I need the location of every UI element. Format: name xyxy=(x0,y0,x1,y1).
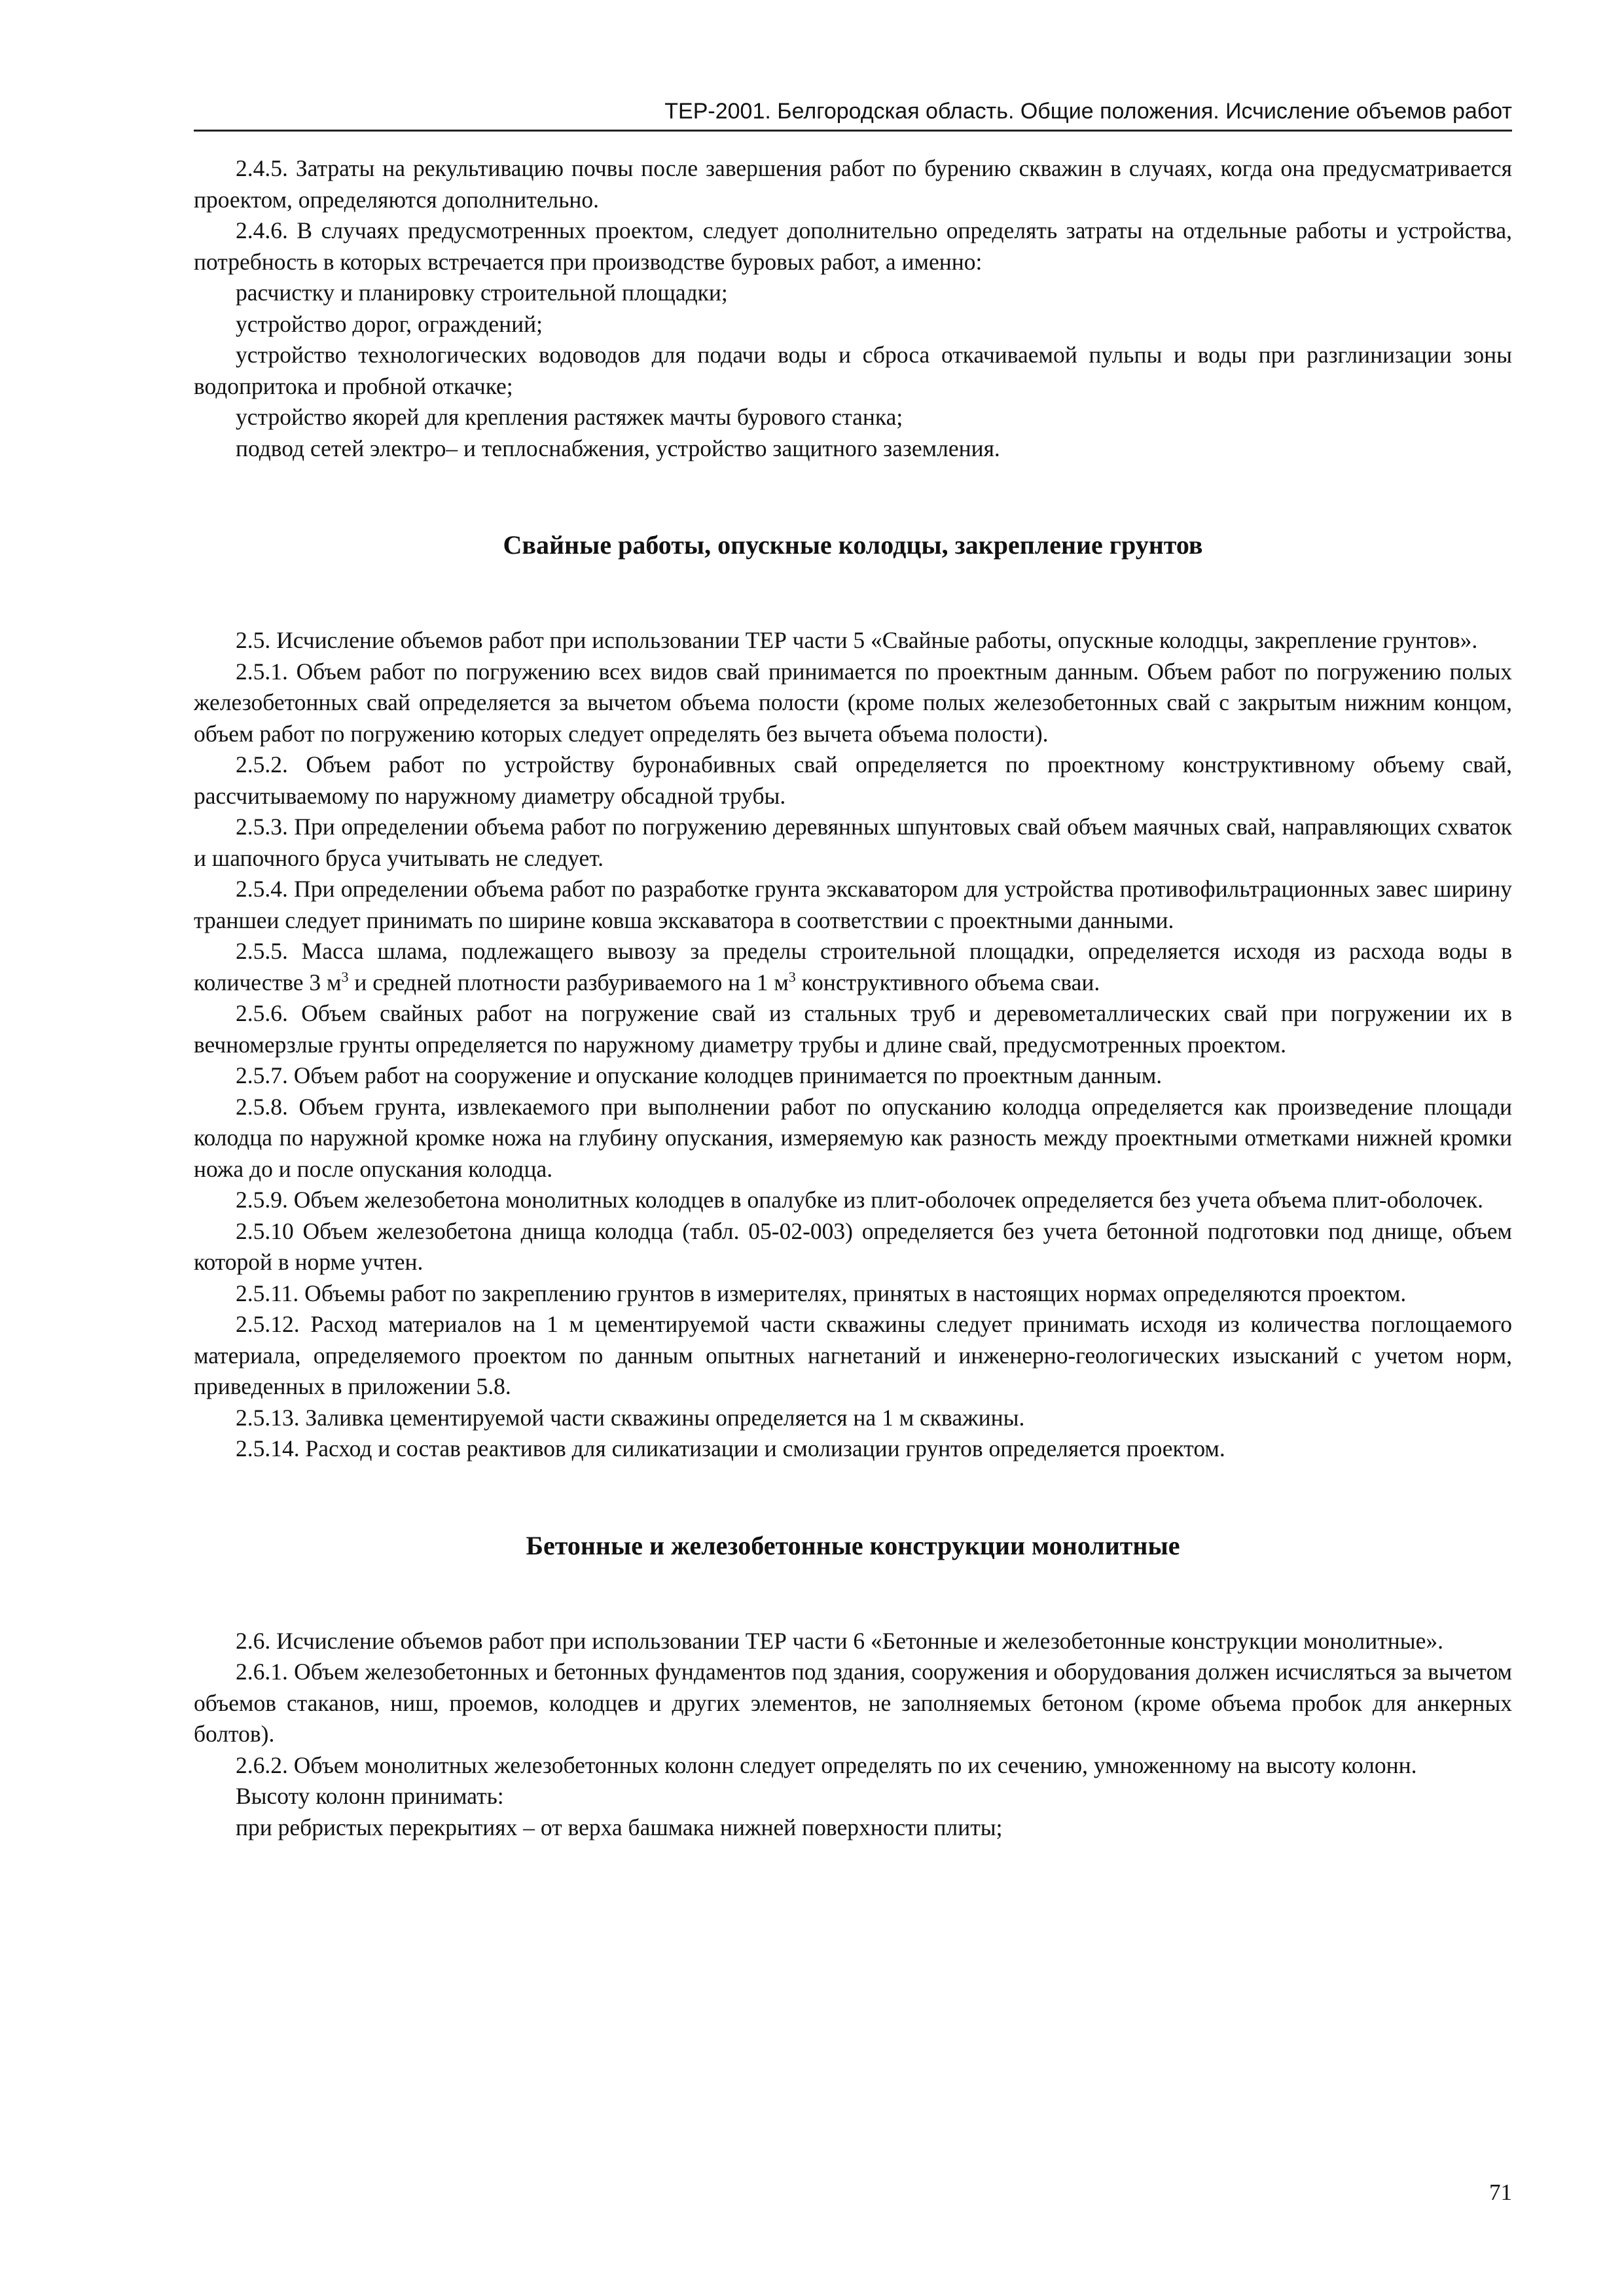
paragraph: 2.5.6. Объем свайных работ на погружение свай из стальных труб и деревометаллических свай при погружении их в вечномерзлые грунты определяется по наружному диаметру трубы и длине свай, предусмотренных проектом. xyxy=(194,1000,1512,1058)
header-rule xyxy=(194,130,1512,132)
body-text xyxy=(194,153,1512,1843)
paragraph: 2.5. Исчисление объемов работ при использовании ТЕР части 5 «Свайные работы, опускные колодцы, закрепление грунтов». xyxy=(236,627,1478,653)
list-item: подвод сетей электро– и теплоснабжения, устройство защитного заземления. xyxy=(236,435,1000,461)
text-run: конструктивного объема сваи. xyxy=(795,969,1100,996)
paragraph: 2.4.5. Затраты на рекультивацию почвы после завершения работ по бурению скважин в случаях, когда она предусматривается проектом, определяются дополнительно. xyxy=(194,155,1512,213)
paragraph: 2.5.10 Объем железобетона днища колодца (табл. 05-02-003) определяется без учета бетонной подготовки под днище, объем которой в норме учтен. xyxy=(194,1217,1512,1275)
list-item: расчистку и планировку строительной площадки; xyxy=(236,279,728,306)
section-heading-piles: Свайные работы, опускные колодцы, закрепление грунтов xyxy=(503,530,1203,560)
list-item: устройство технологических водоводов для подачи воды и сброса откачиваемой пульпы и воды при разглинизации зоны водопритока и пробной откачке; xyxy=(194,342,1512,399)
paragraph: 2.5.1. Объем работ по погружению всех видов свай принимается по проектным данным. Объем работ по погружению полых железобетонных свай определяется за вычетом объема полости (кроме полых железобетонных свай с закрытым нижним концом, объем работ по погружению которых следует определять без вычета объема полости). xyxy=(194,658,1512,747)
running-header: ТЕР-2001. Белгородская область. Общие положения. Исчисление объемов работ xyxy=(664,99,1512,124)
paragraph: 2.6.2. Объем монолитных железобетонных колонн следует определять по их сечению, умноженному на высоту колонн. xyxy=(236,1751,1417,1778)
paragraph: 2.5.9. Объем железобетона монолитных колодцев в опалубке из плит-оболочек определяется без учета объема плит-оболочек. xyxy=(236,1187,1483,1213)
paragraph: Высоту колонн принимать: xyxy=(236,1783,504,1809)
text-run: 2.5.5. Масса шлама, подлежащего вывозу за пределы строительной площадки, определяется исходя из расхода воды в количестве 3 м xyxy=(194,938,1512,996)
paragraph: 2.5.8. Объем грунта, извлекаемого при выполнении работ по опусканию колодца определяется как произведение площади колодца по наружной кромке ножа на глубину опускания, измеряемую как разность между проектными отметками нижней кромки ножа до и после опускания колодца. xyxy=(194,1093,1512,1182)
superscript: 3 xyxy=(788,968,796,985)
paragraph: 2.6.1. Объем железобетонных и бетонных фундаментов под здания, сооружения и оборудования должен исчисляться за вычетом объемов стаканов, ниш, проемов, колодцев и других элементов, не заполняемых бетоном (кроме объема пробок для анкерных болтов). xyxy=(194,1659,1512,1747)
paragraph: 2.5.4. При определении объема работ по разработке грунта экскаватором для устройства противофильтрационных завес ширину траншеи следует принимать по ширине ковша экскаватора в соответствии с проектными данными. xyxy=(194,876,1512,933)
superscript: 3 xyxy=(341,968,349,985)
paragraph-2-5-5 xyxy=(194,936,1512,998)
text-run: и средней плотности разбуриваемого на 1 м xyxy=(348,969,789,996)
paragraph: 2.6. Исчисление объемов работ при использовании ТЕР части 6 «Бетонные и железобетонные конструкции монолитные». xyxy=(236,1627,1444,1654)
paragraph: 2.5.13. Заливка цементируемой части скважины определяется на 1 м скважины. xyxy=(236,1404,1025,1431)
paragraph: 2.5.12. Расход материалов на 1 м цементируемой части скважины следует принимать исходя из количества поглощаемого материала, определяемого проектом по данным опытных нагнетаний и инженерно-геологических изысканий с учетом норм, приведенных в приложении 5.8. xyxy=(194,1311,1512,1399)
paragraph: 2.5.14. Расход и состав реактивов для силикатизации и смолизации грунтов определяется проектом. xyxy=(236,1435,1225,1462)
paragraph: 2.5.2. Объем работ по устройству буронабивных свай определяется по проектному конструктивному объему свай, рассчитываемому по наружному диаметру обсадной трубы. xyxy=(194,751,1512,809)
paragraph: 2.5.11. Объемы работ по закреплению грунтов в измерителях, принятых в настоящих нормах определяются проектом. xyxy=(236,1280,1407,1306)
list-item: устройство дорог, ограждений; xyxy=(236,310,543,337)
paragraph: 2.5.7. Объем работ на сооружение и опускание колодцев принимается по проектным данным. xyxy=(236,1062,1163,1088)
section-heading-concrete: Бетонные и железобетонные конструкции монолитные xyxy=(526,1530,1180,1560)
paragraph: 2.4.6. В случаях предусмотренных проектом, следует дополнительно определять затраты на отдельные работы и устройства, потребность в которых встречается при производстве буровых работ, а именно: xyxy=(194,217,1512,275)
list-item: устройство якорей для крепления растяжек мачты бурового станка; xyxy=(236,404,903,430)
page-number: 71 xyxy=(1489,2179,1512,2205)
paragraph: при ребристых перекрытиях – от верха башмака нижней поверхности плиты; xyxy=(236,1814,1003,1840)
paragraph: 2.5.3. При определении объема работ по погружению деревянных шпунтовых свай объем маячных свай, направляющих схваток и шапочного бруса учитывать не следует. xyxy=(194,814,1512,871)
